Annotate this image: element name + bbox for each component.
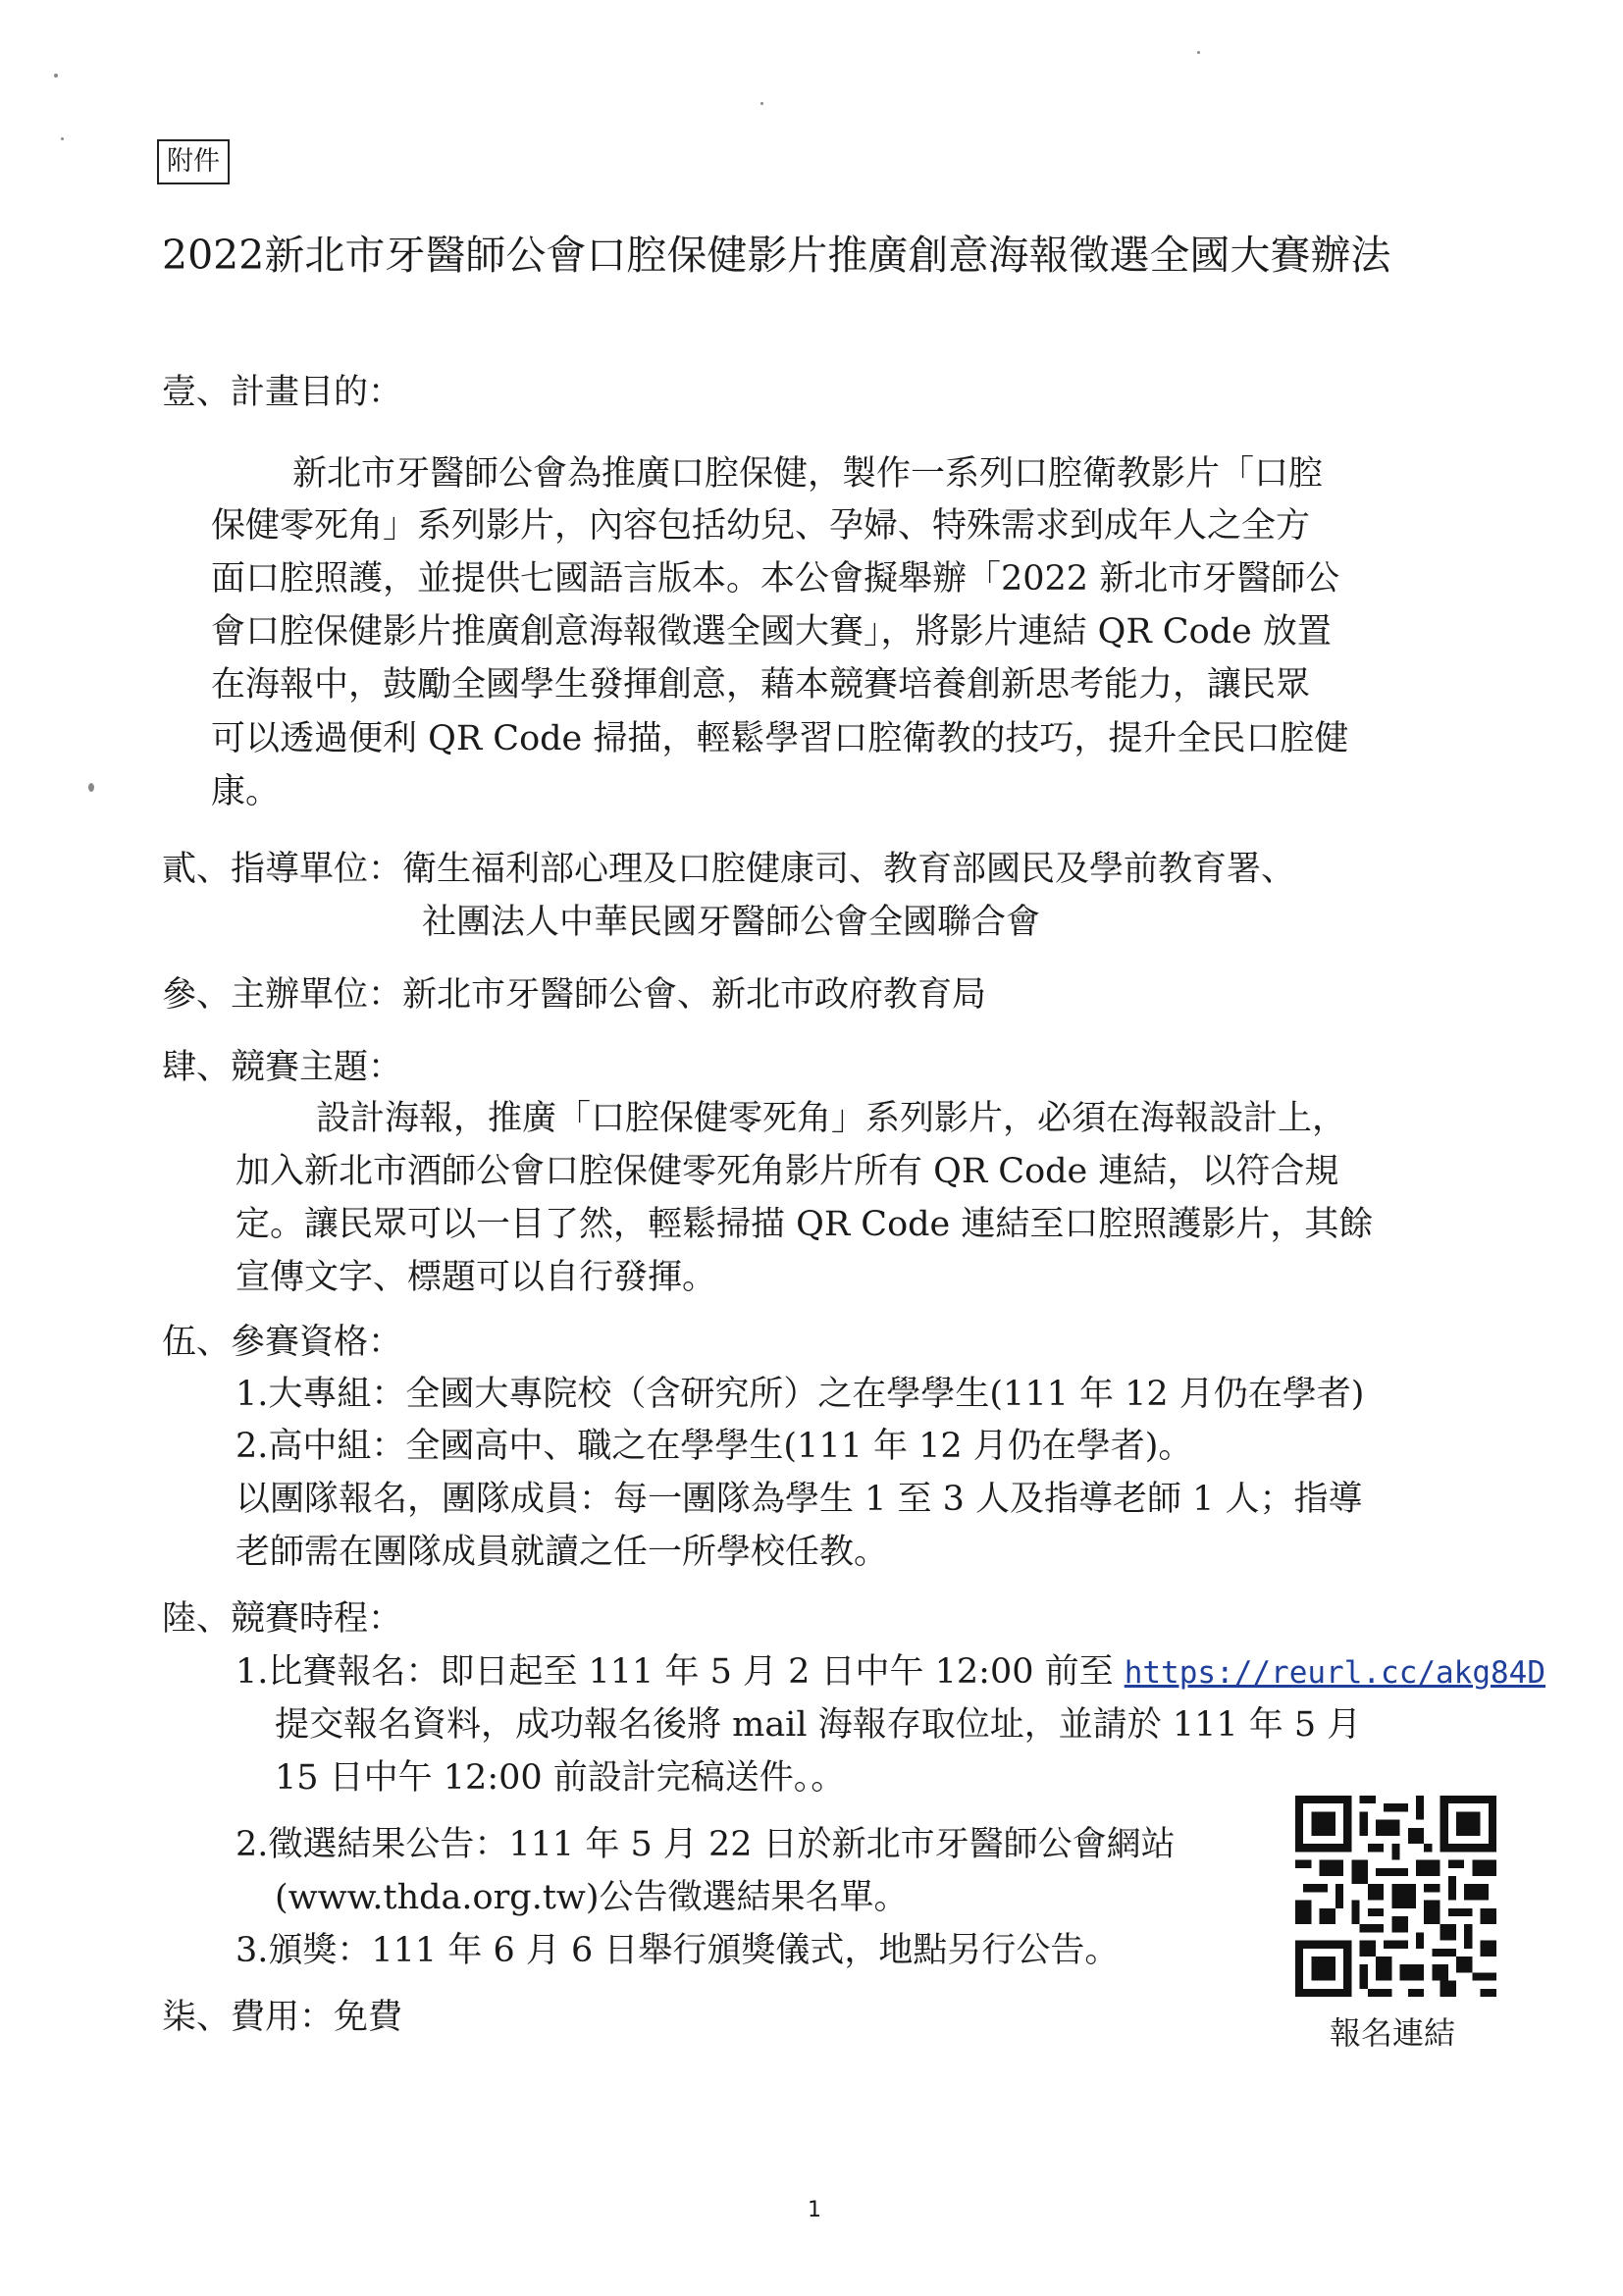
section-5-line: 以團隊報名，團隊成員：每一團隊為學生 1 至 3 人及指導老師 1 人；指導 xyxy=(236,1480,1363,1519)
document-title: 2022新北市牙醫師公會口腔保健影片推廣創意海報徵選全國大賽辦法 xyxy=(162,232,1391,279)
registration-link[interactable]: https://reurl.cc/akg84D xyxy=(1124,1655,1545,1691)
attachment-tag: 附件 xyxy=(157,139,230,184)
schedule-item-3: 3.頒獎：111 年 6 月 6 日舉行頒獎儀式，地點另行公告。 xyxy=(236,1931,1120,1970)
section-1-line: 新北市牙醫師公會為推廣口腔保健，製作一系列口腔衛教影片「口腔 xyxy=(292,454,1324,494)
section-1-line: 保健零死角」系列影片，內容包括幼兒、孕婦、特殊需求到成年人之全方 xyxy=(211,506,1311,546)
section-1-line: 面口腔照護，並提供七國語言版本。本公會擬舉辦「2022 新北市牙醫師公 xyxy=(211,559,1340,599)
section-5-heading: 伍、參賽資格： xyxy=(162,1323,403,1362)
section-6-heading: 陸、競賽時程： xyxy=(162,1599,403,1639)
section-4-line: 宣傳文字、標題可以自行發揮。 xyxy=(236,1258,717,1297)
section-7-line: 柒、費用：免費 xyxy=(162,1998,403,2037)
section-2-line: 貳、指導單位：衛生福利部心理及口腔健康司、教育部國民及學前教育署、 xyxy=(162,850,1296,889)
section-2-line: 社團法人中華民國牙醫師公會全國聯合會 xyxy=(422,903,1041,942)
section-4-line: 加入新北市酒師公會口腔保健零死角影片所有 QR Code 連結，以符合規 xyxy=(236,1152,1339,1191)
section-3-line: 參、主辦單位：新北市牙醫師公會、新北市政府教育局 xyxy=(162,975,987,1015)
page-number: 1 xyxy=(808,2198,821,2222)
section-4-line: 設計海報，推廣「口腔保健零死角」系列影片，必須在海報設計上， xyxy=(316,1099,1347,1138)
section-4-line: 定。讓民眾可以一目了然，輕鬆掃描 QR Code 連結至口腔照護影片，其餘 xyxy=(236,1205,1374,1244)
schedule-item-1 xyxy=(236,1644,1545,1700)
section-1-line: 可以透過便利 QR Code 掃描，輕鬆學習口腔衛教的技巧，提升全民口腔健 xyxy=(211,719,1349,758)
section-4-heading: 肆、競賽主題： xyxy=(162,1048,403,1087)
schedule-item-2: 2.徵選結果公告：111 年 5 月 22 日於新北市牙醫師公會網站 xyxy=(236,1825,1176,1864)
section-1-line: 康。 xyxy=(211,772,281,811)
schedule-item-1-cont: 15 日中午 12:00 前設計完稿送件。。 xyxy=(275,1758,846,1798)
section-5-line: 老師需在團隊成員就讀之任一所學校任教。 xyxy=(236,1533,889,1572)
qr-caption: 報名連結 xyxy=(1330,2014,1456,2052)
section-1-line: 在海報中，鼓勵全國學生發揮創意，藉本競賽培養創新思考能力，讓民眾 xyxy=(211,665,1311,704)
schedule-item-1-text: 1.比賽報名：即日起至 111 年 5 月 2 日中午 12:00 前至 xyxy=(236,1652,1125,1692)
section-5-line: 2.高中組：全國高中、職之在學學生(111 年 12 月仍在學者)。 xyxy=(236,1427,1193,1466)
section-1-line: 會口腔保健影片推廣創意海報徵選全國大賽」，將影片連結 QR Code 放置 xyxy=(211,612,1332,652)
section-1-heading: 壹、計畫目的： xyxy=(162,373,403,412)
schedule-item-2-cont: (www.thda.org.tw)公告徵選結果名單。 xyxy=(275,1878,909,1917)
section-5-line: 1.大專組：全國大專院校（含研究所）之在學學生(111 年 12 月仍在學者) xyxy=(236,1375,1365,1414)
qr-code[interactable] xyxy=(1295,1796,1496,1997)
schedule-item-1-cont: 提交報名資料，成功報名後將 mail 海報存取位址，並請於 111 年 5 月 xyxy=(275,1705,1362,1745)
